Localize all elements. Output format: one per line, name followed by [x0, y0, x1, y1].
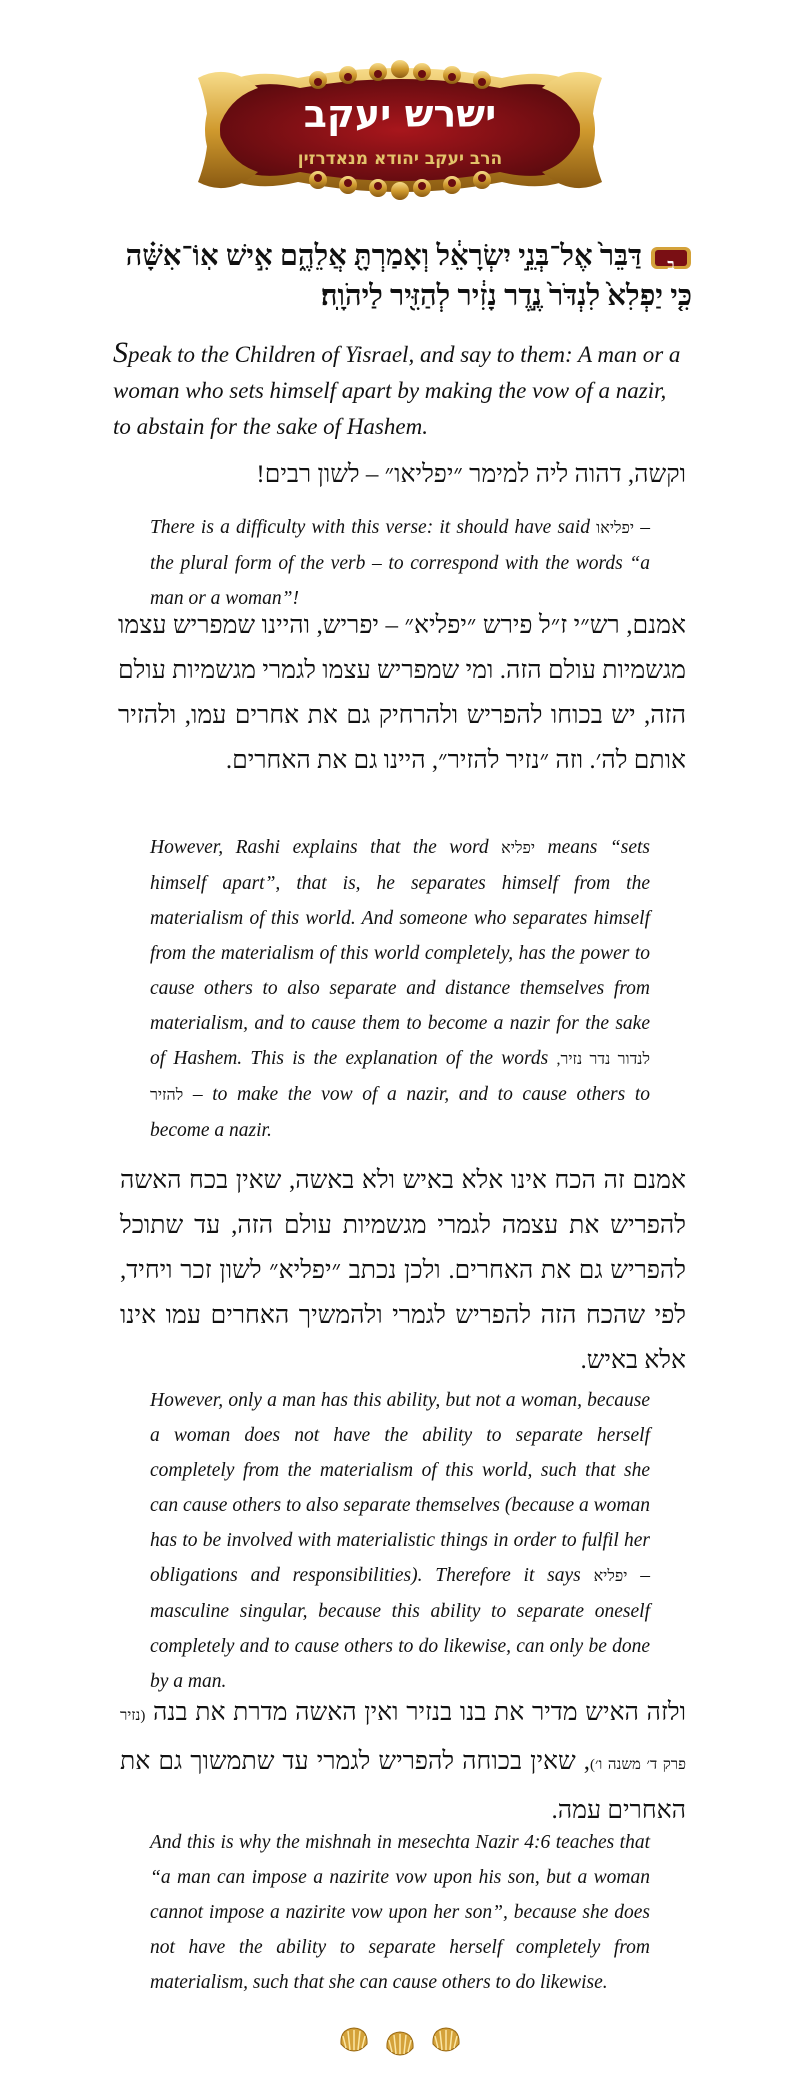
text: – masculine singular, because this ability to separate oneself completely and to cause others to do likewise, can only be done by a man.: [150, 1565, 650, 1692]
hebrew-word: יפליא: [593, 1568, 628, 1585]
banner-title: ישרש יעקב: [303, 92, 497, 136]
verse-number: ב: [667, 257, 675, 275]
commentary-english-2: [150, 830, 650, 1148]
verse-text: דַּבֵּר֙ אֶל־בְּנֵ֣י יִשְׂרָאֵ֔ל וְאָמַרְתָּ֖ אֲלֵהֶ֑ם אִ֣ישׁ אֽוֹ־אִשָּׁ֗ה כִּ֤י יַפְלִא֙ לִנְדֹּר֙ נֶ֣דֶר נָזִ֔יר לְהַזִּ֖יר לַיהֹוָֽה׃: [125, 240, 692, 312]
drop-initial: S: [113, 336, 128, 369]
commentary-hebrew-2: אמנם, רש״י ז״ל פירש ״יפליא״ – יפריש, והיינו שמפריש עצמו מגשמיות עולם הזה. ומי שמפריש עצמו לגמרי מגשמיות עולם הזה, יש בכוחו להפריש ולהרחיק גם את אחרים עמו, ולהזיר אותם לה׳. וזה ״נזיר להזיר״, היינו גם את האחרים.: [118, 612, 686, 774]
hebrew-word: יפליאו: [596, 520, 635, 537]
text: And this is why the mishnah in mesechta Nazir 4:6 teaches that “a man can impose a nazirite vow upon his son, but a woman cannot impose a nazirite vow upon her son”, because she does not have the ability to separate herself completely from materialism, such that she can cause others to do likewise.: [150, 1832, 650, 1993]
text: means “sets himself apart”, that is, he separates himself from the materialism of this world. And someone who separates himself from the materialism of this world completely, has the power to cause others to also separate and distance themselves from materialism, and to cause them to become a nazir for the sake of Hashem. This is the explanation of the words: [150, 837, 650, 1069]
text: , שאין בכוחה להפריש לגמרי עד שתמשוך גם את האחרים עמה.: [120, 1748, 686, 1824]
shell-icon: [385, 2030, 415, 2056]
text: – the plural form of the verb – to correspond with the words “a man or a woman”!: [150, 517, 651, 609]
commentary-english-1: [150, 510, 650, 616]
verse-hebrew: [100, 236, 692, 316]
shell-icon: [431, 2026, 461, 2052]
commentary-hebrew-1: וקשה, דהוה ליה למימר ״יפליאו״ – לשון רבים!: [256, 461, 686, 488]
text: However, only a man has this ability, but not a woman, because a woman does not have the ability to separate herself completely from the materialism of this world, such that she can cause others to also separate themselves (because a woman has to be involved with materialistic things in order to fulfil her obligations and responsibilities). Therefore it says: [150, 1390, 650, 1586]
footer-ornament: [0, 2026, 800, 2057]
hebrew-word: יפליא: [501, 840, 536, 857]
hebrew-word: לנדור נדר נזיר, להזיר: [150, 1051, 650, 1104]
translation-text: peak to the Children of Yisrael, and say to them: A man or a woman who sets himself apart by making the vow of a nazir, to abstain for the sake of Hashem.: [113, 342, 681, 439]
site-banner: [188, 58, 612, 202]
text: There is a difficulty with this verse: it should have said: [150, 517, 597, 538]
verse-number-badge: [650, 245, 692, 275]
shell-icon: [339, 2026, 369, 2052]
commentary-english-4: [150, 1825, 650, 2000]
banner-subtitle: הרב יעקב יהודא מנאדרזין: [297, 149, 503, 169]
text: ולזה האיש מדיר את בנו בנזיר ואין האשה מדרת את בנה: [145, 1699, 686, 1726]
commentary-hebrew-4: [120, 1690, 686, 1833]
commentary-english-3: [150, 1383, 650, 1699]
commentary-hebrew-3: אמנם זה הכח אינו אלא באיש ולא באשה, שאין בכח האשה להפריש את עצמה לגמרי מגשמיות עולם הזה, עד שתוכל להפריש גם את האחרים. ולכן נכתב ״יפליא״ לשון זכר ויחיד, לפי שהכח הזה להפריש לגמרי ולהמשיך האחרים עמו אינו אלא באיש.: [120, 1167, 686, 1374]
source-reference: (נזיר פרק ד׳ משנה ו׳): [120, 1708, 686, 1773]
text: – to make the vow of a nazir, and to cause others to become a nazir.: [150, 1084, 650, 1141]
text: However, Rashi explains that the word: [150, 837, 502, 858]
verse-translation: [113, 335, 689, 445]
